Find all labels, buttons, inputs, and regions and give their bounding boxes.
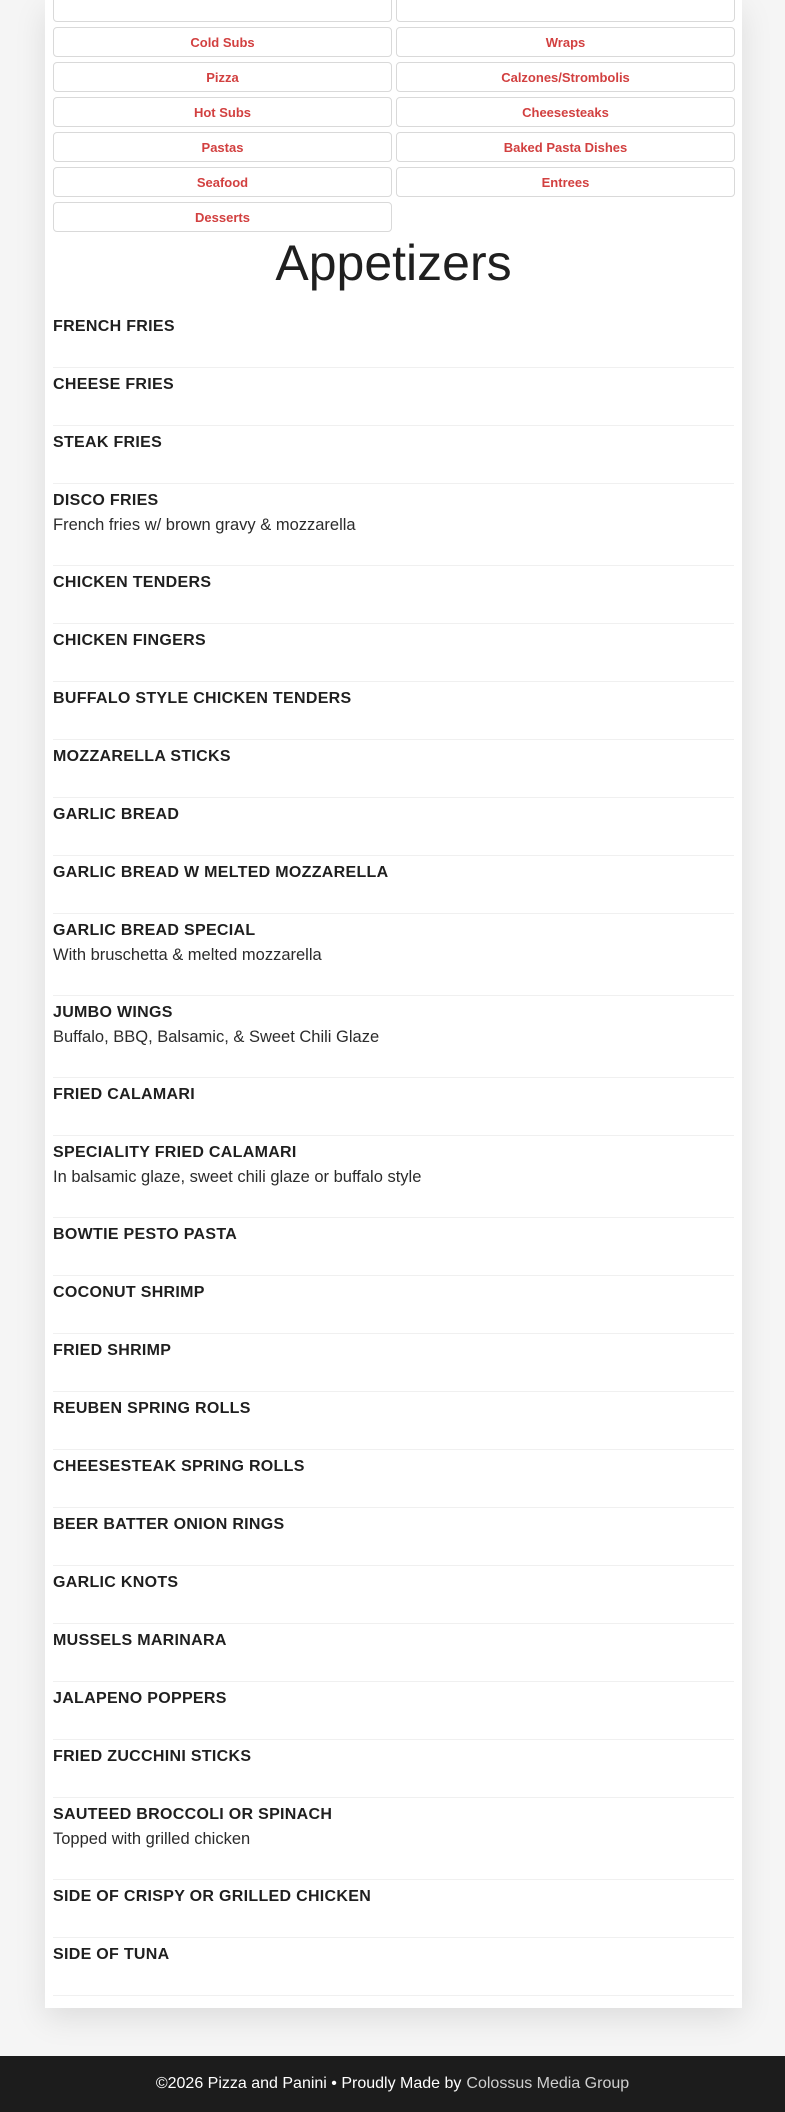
category-nav: [53, 0, 734, 232]
category-button-cold-subs[interactable]: Cold Subs: [53, 27, 392, 57]
item-name: SIDE OF TUNA: [53, 1946, 170, 1963]
menu-item: [53, 1508, 734, 1566]
item-name: SAUTEED BROCCOLI OR SPINACH: [53, 1806, 333, 1823]
item-name: CHICKEN FINGERS: [53, 632, 206, 649]
menu-item: [53, 310, 734, 368]
item-name: JUMBO WINGS: [53, 1004, 173, 1021]
item-name: CHICKEN TENDERS: [53, 574, 212, 591]
item-name: SIDE OF CRISPY OR GRILLED CHICKEN: [53, 1888, 372, 1905]
category-button-pastas[interactable]: Pastas: [53, 132, 392, 162]
menu-item: [53, 798, 734, 856]
menu-item: [53, 1078, 734, 1136]
menu-item: [53, 1938, 734, 1996]
menu-item: [53, 914, 734, 996]
menu-item: [53, 740, 734, 798]
menu-item: [53, 1740, 734, 1798]
menu-item: [53, 1450, 734, 1508]
menu-item: [53, 566, 734, 624]
site-footer: [0, 2056, 785, 2112]
item-description: With bruschetta & melted mozzarella: [53, 946, 322, 964]
category-button-hot-subs[interactable]: Hot Subs: [53, 97, 392, 127]
item-name: GARLIC BREAD: [53, 806, 180, 823]
menu-item: [53, 1276, 734, 1334]
menu-item: [53, 1136, 734, 1218]
category-button-seafood[interactable]: Seafood: [53, 167, 392, 197]
category-button[interactable]: [396, 0, 735, 22]
item-name: CHEESESTEAK SPRING ROLLS: [53, 1458, 305, 1475]
menu-item: [53, 1334, 734, 1392]
menu-item: [53, 1218, 734, 1276]
menu-list: [53, 310, 734, 1996]
menu-item: [53, 368, 734, 426]
item-description: Topped with grilled chicken: [53, 1830, 251, 1848]
category-button-cheesesteaks[interactable]: Cheesesteaks: [396, 97, 735, 127]
item-name: GARLIC KNOTS: [53, 1574, 179, 1591]
menu-item: [53, 1566, 734, 1624]
menu-item: [53, 484, 734, 566]
item-name: FRIED SHRIMP: [53, 1342, 172, 1359]
item-description: In balsamic glaze, sweet chili glaze or buffalo style: [53, 1168, 422, 1186]
item-name: BOWTIE PESTO PASTA: [53, 1226, 238, 1243]
category-button-entrees[interactable]: Entrees: [396, 167, 735, 197]
item-name: DISCO FRIES: [53, 492, 159, 509]
category-button-calzones[interactable]: Calzones/Strombolis: [396, 62, 735, 92]
item-name: REUBEN SPRING ROLLS: [53, 1400, 251, 1417]
item-description: French fries w/ brown gravy & mozzarella: [53, 516, 356, 534]
item-name: GARLIC BREAD W MELTED MOZZARELLA: [53, 864, 389, 881]
item-name: CHEESE FRIES: [53, 376, 174, 393]
menu-card: [45, 0, 742, 2008]
item-name: FRIED ZUCCHINI STICKS: [53, 1748, 252, 1765]
item-name: STEAK FRIES: [53, 434, 163, 451]
item-name: SPECIALITY FRIED CALAMARI: [53, 1144, 297, 1161]
section-title: Appetizers: [275, 235, 512, 291]
item-name: MOZZARELLA STICKS: [53, 748, 231, 765]
footer-copyright: ©2026 Pizza and Panini • Proudly Made by: [155, 2075, 462, 2092]
item-name: BUFFALO STYLE CHICKEN TENDERS: [53, 690, 352, 707]
category-button-baked-pasta[interactable]: Baked Pasta Dishes: [396, 132, 735, 162]
menu-item: [53, 1392, 734, 1450]
item-name: GARLIC BREAD SPECIAL: [53, 922, 256, 939]
menu-item: [53, 1682, 734, 1740]
item-name: COCONUT SHRIMP: [53, 1284, 205, 1301]
item-name: BEER BATTER ONION RINGS: [53, 1516, 285, 1533]
menu-item: [53, 996, 734, 1078]
item-name: MUSSELS MARINARA: [53, 1632, 227, 1649]
category-button[interactable]: [53, 0, 392, 22]
menu-item: [53, 426, 734, 484]
menu-item: [53, 682, 734, 740]
footer-credit-link[interactable]: Colossus Media Group: [466, 2075, 630, 2092]
menu-item: [53, 856, 734, 914]
menu-item: [53, 1798, 734, 1880]
menu-item: [53, 1624, 734, 1682]
menu-item: [53, 1880, 734, 1938]
item-name: FRIED CALAMARI: [53, 1086, 195, 1103]
item-description: Buffalo, BBQ, Balsamic, & Sweet Chili Glaze: [53, 1028, 380, 1046]
item-name: JALAPENO POPPERS: [53, 1690, 227, 1707]
menu-item: [53, 624, 734, 682]
category-button-wraps[interactable]: Wraps: [396, 27, 735, 57]
category-button-desserts[interactable]: Desserts: [53, 202, 392, 232]
item-name: FRENCH FRIES: [53, 318, 175, 335]
category-button-pizza[interactable]: Pizza: [53, 62, 392, 92]
